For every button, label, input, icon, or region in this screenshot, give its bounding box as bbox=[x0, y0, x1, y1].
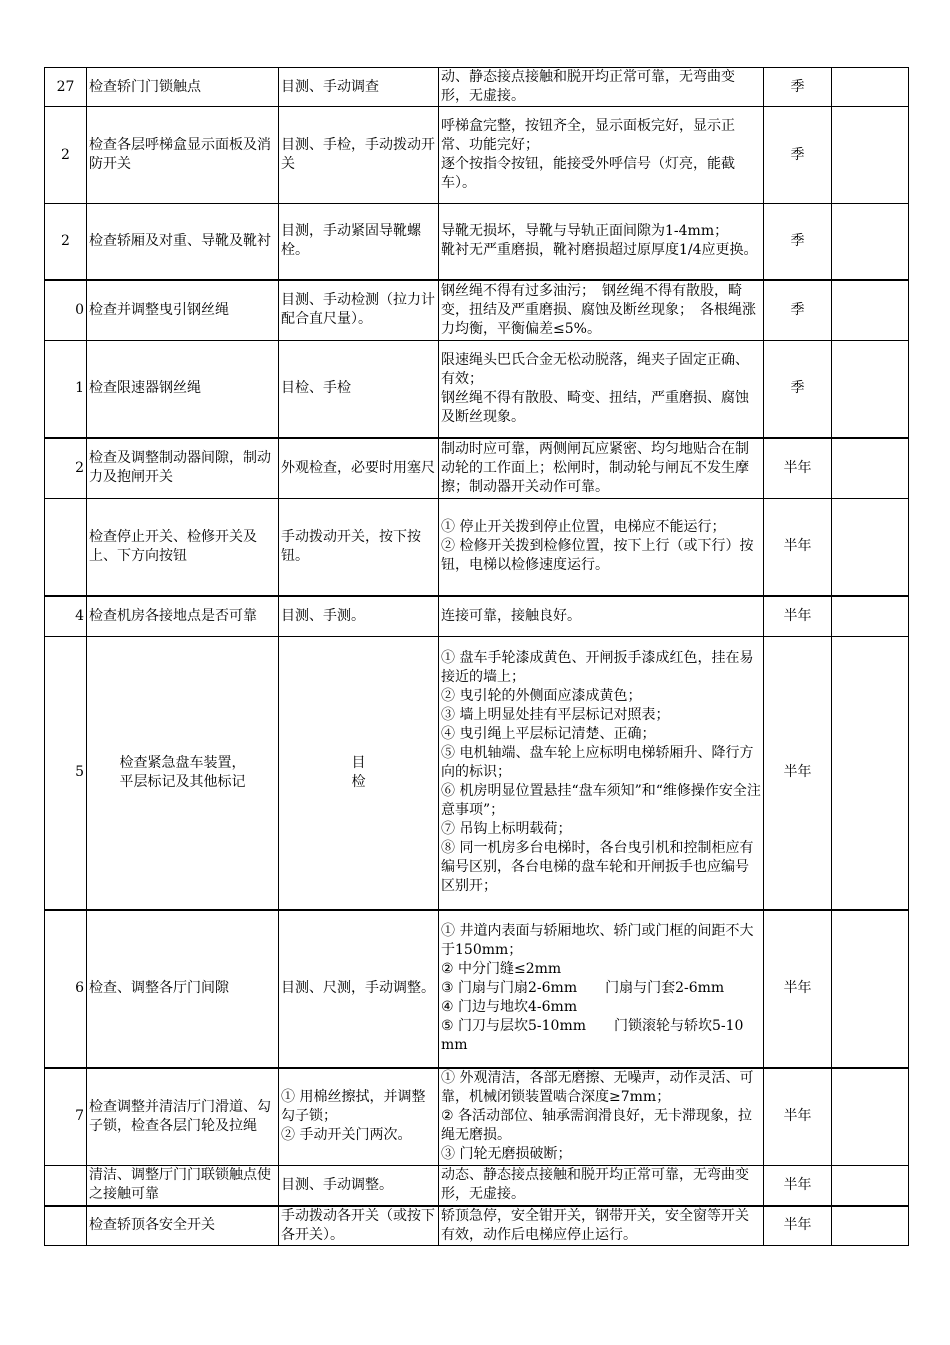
table-row bbox=[45, 1068, 909, 1166]
check-requirement: ① 外观清洁，各部无磨擦、无噪声，动作灵活、可靠，机械闭锁装置啮合深度≥7mm； ② 各活动部位、轴承需润滑良好，无卡滞现象，拉绳无磨损。 ③ 门轮无磨损破断； bbox=[439, 1068, 764, 1166]
row-number: 6 bbox=[45, 910, 87, 1068]
check-period: 半年 bbox=[764, 910, 832, 1068]
check-requirement: ① 盘车手轮漆成黄色、开闸扳手漆成红色，挂在易接近的墙上； ② 曳引轮的外侧面应漆成黄色； ③ 墙上明显处挂有平层标记对照表； ④ 曳引绳上平层标记清楚、正确； ⑤ 电机轴端、盘车轮上应标明电梯轿厢升、降行方向的标识； ⑥ 机房明显位置悬挂“盘车须知”和“维修操作安全注意事项”； ⑦ 吊钩上标明载荷； ⑧ 同一机房多台电梯时，各台曳引机和控制柜应有编号区别，各台电梯的盘车轮和开闸扳手也应编号区别开； bbox=[439, 637, 764, 910]
row-number bbox=[45, 1166, 87, 1206]
table-row bbox=[45, 596, 909, 637]
check-item: 检查各层呼梯盒显示面板及消防开关 bbox=[87, 107, 279, 204]
remark-cell bbox=[832, 438, 909, 499]
check-method: 外观检查，必要时用塞尺 bbox=[279, 438, 439, 499]
row-number: 2 bbox=[45, 204, 87, 280]
remark-cell bbox=[832, 637, 909, 910]
check-method: 目测、手检，手动拨动开关 bbox=[279, 107, 439, 204]
check-item: 检查并调整曳引钢丝绳 bbox=[87, 280, 279, 341]
check-method: 目测、手动调整。 bbox=[279, 1166, 439, 1206]
check-item: 检查轿厢及对重、导靴及靴衬 bbox=[87, 204, 279, 280]
check-period: 季 bbox=[764, 341, 832, 438]
check-requirement: 钢丝绳不得有过多油污； 钢丝绳不得有散股，畸变，扭结及严重磨损、腐蚀及断丝现象； 各根绳涨力均衡，平衡偏差≤5%。 bbox=[439, 280, 764, 341]
check-item: 检查及调整制动器间隙，制动力及抱闸开关 bbox=[87, 438, 279, 499]
table-row bbox=[45, 1206, 909, 1246]
check-item: 检查紧急盘车装置， 平层标记及其他标记 bbox=[87, 637, 279, 910]
remark-cell bbox=[832, 107, 909, 204]
table-row bbox=[45, 280, 909, 341]
row-number: 0 bbox=[45, 280, 87, 341]
check-method: 目测、手动调查 bbox=[279, 68, 439, 107]
check-item: 检查停止开关、检修开关及上、下方向按钮 bbox=[87, 499, 279, 596]
row-number: 2 bbox=[45, 438, 87, 499]
check-item: 检查、调整各厅门间隙 bbox=[87, 910, 279, 1068]
table-row bbox=[45, 341, 909, 438]
check-method: 目检、手检 bbox=[279, 341, 439, 438]
table-row bbox=[45, 910, 909, 1068]
check-requirement: 制动时应可靠，两侧闸瓦应紧密、均匀地贴合在制动轮的工作面上；松闸时，制动轮与闸瓦不发生摩擦；制动器开关动作可靠。 bbox=[439, 438, 764, 499]
check-item: 检查调整并清洁厅门滑道、勾子锁，检查各层门轮及拉绳 bbox=[87, 1068, 279, 1166]
check-requirement: ① 停止开关拨到停止位置，电梯应不能运行； ② 检修开关拨到检修位置，按下上行（或下行）按钮，电梯以检修速度运行。 bbox=[439, 499, 764, 596]
check-item: 检查限速器钢丝绳 bbox=[87, 341, 279, 438]
row-number bbox=[45, 499, 87, 596]
remark-cell bbox=[832, 910, 909, 1068]
row-number: 4 bbox=[45, 596, 87, 637]
table-row bbox=[45, 107, 909, 204]
check-method: 目测、尺测，手动调整。 bbox=[279, 910, 439, 1068]
check-requirement: ① 井道内表面与轿厢地坎、轿门或门框的间距不大于150mm； ② 中分门缝≤2mm ③ 门扇与门扇2-6mm 门扇与门套2-6mm ④ 门边与地坎4-6mm ⑤ 门刀与层坎5-10mm 门锁滚轮与轿坎5-10 mm bbox=[439, 910, 764, 1068]
row-number: 27 bbox=[45, 68, 87, 107]
maintenance-table bbox=[44, 67, 909, 1246]
check-requirement: 动、静态接点接触和脱开均正常可靠，无弯曲变形，无虚接。 bbox=[439, 68, 764, 107]
check-requirement: 轿顶急停，安全钳开关，钢带开关，安全窗等开关有效，动作后电梯应停止运行。 bbox=[439, 1206, 764, 1246]
remark-cell bbox=[832, 596, 909, 637]
check-method: 目测、手测。 bbox=[279, 596, 439, 637]
remark-cell bbox=[832, 1166, 909, 1206]
remark-cell bbox=[832, 1068, 909, 1166]
check-period: 半年 bbox=[764, 1166, 832, 1206]
check-item: 检查轿顶各安全开关 bbox=[87, 1206, 279, 1246]
table-row bbox=[45, 204, 909, 280]
remark-cell bbox=[832, 1206, 909, 1246]
check-requirement: 导靴无损坏，导靴与导轨正面间隙为1-4mm； 靴衬无严重磨损，靴衬磨损超过原厚度1/4应更换。 bbox=[439, 204, 764, 280]
check-period: 半年 bbox=[764, 1206, 832, 1246]
remark-cell bbox=[832, 341, 909, 438]
table-row bbox=[45, 68, 909, 107]
check-method: 目 检 bbox=[279, 637, 439, 910]
row-number: 1 bbox=[45, 341, 87, 438]
check-period: 半年 bbox=[764, 499, 832, 596]
check-method: 手动拨动各开关（或按下各开关）。 bbox=[279, 1206, 439, 1246]
check-requirement: 连接可靠，接触良好。 bbox=[439, 596, 764, 637]
check-method: 目测、手动检测（拉力计配合直尺量）。 bbox=[279, 280, 439, 341]
check-item: 清洁、调整厅门门联锁触点使之接触可靠 bbox=[87, 1166, 279, 1206]
check-requirement: 呼梯盒完整，按钮齐全，显示面板完好，显示正常、功能完好； 逐个按指令按钮，能接受外呼信号（灯亮，能截车）。 bbox=[439, 107, 764, 204]
check-period: 季 bbox=[764, 280, 832, 341]
check-period: 半年 bbox=[764, 637, 832, 910]
row-number: 5 bbox=[45, 637, 87, 910]
table-row bbox=[45, 438, 909, 499]
row-number: 7 bbox=[45, 1068, 87, 1166]
check-method: ① 用棉丝擦拭，并调整勾子锁； ② 手动开关门两次。 bbox=[279, 1068, 439, 1166]
table-row bbox=[45, 637, 909, 910]
remark-cell bbox=[832, 204, 909, 280]
check-period: 季 bbox=[764, 107, 832, 204]
check-item: 检查机房各接地点是否可靠 bbox=[87, 596, 279, 637]
check-method: 目测，手动紧固导靴螺栓。 bbox=[279, 204, 439, 280]
row-number: 2 bbox=[45, 107, 87, 204]
maintenance-table-body bbox=[45, 68, 909, 1246]
check-period: 季 bbox=[764, 204, 832, 280]
check-requirement: 动态、静态接点接触和脱开均正常可靠，无弯曲变形，无虚接。 bbox=[439, 1166, 764, 1206]
check-period: 季 bbox=[764, 68, 832, 107]
check-requirement: 限速绳头巴氏合金无松动脱落，绳夹子固定正确、有效； 钢丝绳不得有散股、畸变、扭结，严重磨损、腐蚀及断丝现象。 bbox=[439, 341, 764, 438]
check-period: 半年 bbox=[764, 438, 832, 499]
table-row bbox=[45, 1166, 909, 1206]
check-period: 半年 bbox=[764, 596, 832, 637]
check-method: 手动拨动开关，按下按钮。 bbox=[279, 499, 439, 596]
remark-cell bbox=[832, 280, 909, 341]
check-period: 半年 bbox=[764, 1068, 832, 1166]
row-number bbox=[45, 1206, 87, 1246]
remark-cell bbox=[832, 68, 909, 107]
check-item: 检查轿门门锁触点 bbox=[87, 68, 279, 107]
table-row bbox=[45, 499, 909, 596]
remark-cell bbox=[832, 499, 909, 596]
